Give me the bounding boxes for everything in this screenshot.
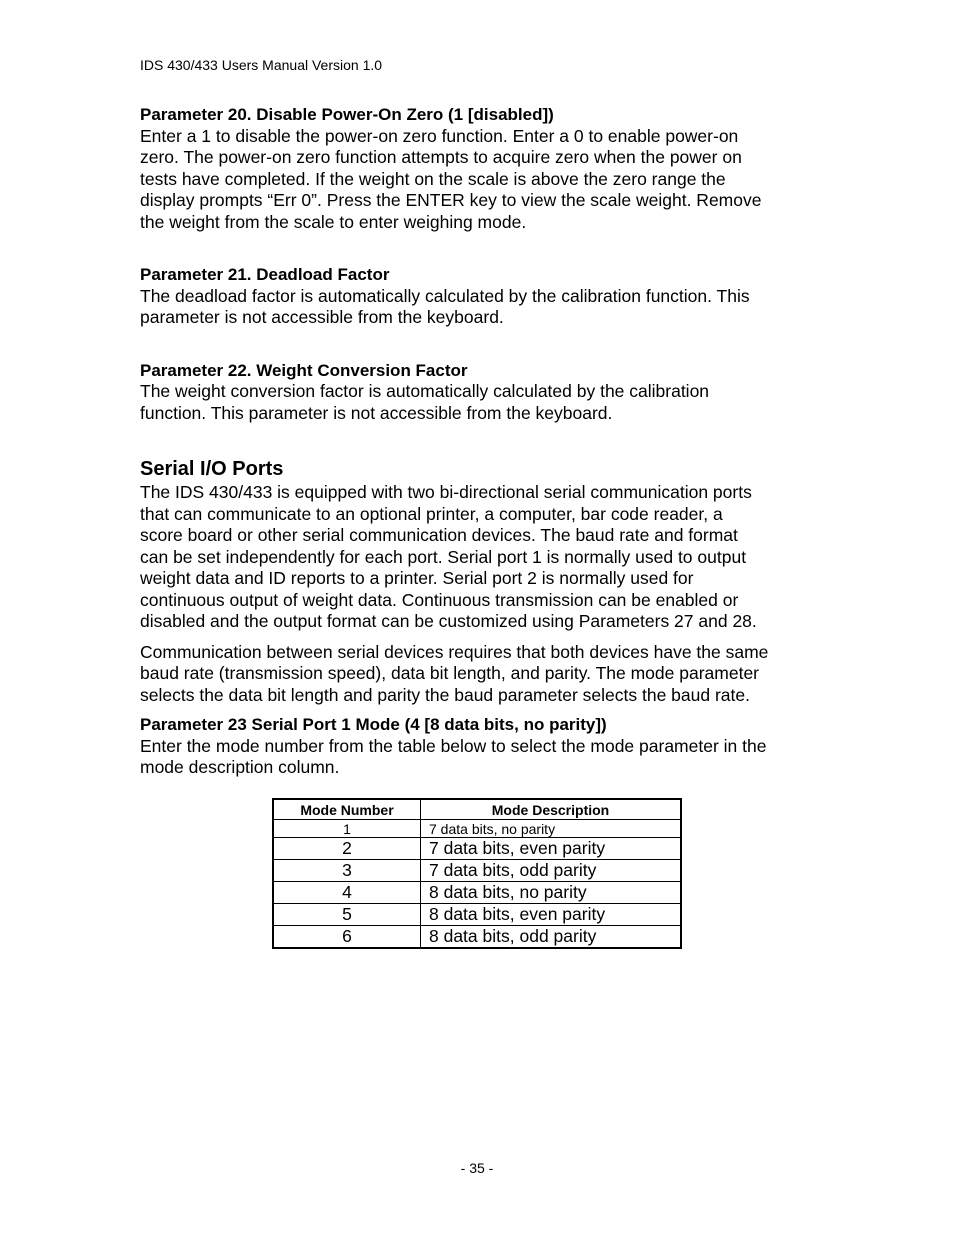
serial-io-heading: Serial I/O Ports (140, 458, 284, 480)
parameter-20-line: zero. The power-on zero function attempts to acquire zero when the power on (140, 147, 742, 167)
parameter-20-line: display prompts “Err 0”. Press the ENTER key to view the scale weight. Remove (140, 190, 762, 210)
parameter-23-title: Parameter 23 Serial Port 1 Mode (4 [8 data bits, no parity]) (140, 715, 607, 734)
parameter-21-line: parameter is not accessible from the keyboard. (140, 307, 504, 327)
parameter-20-line: Enter a 1 to disable the power-on zero function. Enter a 0 to enable power-on (140, 125, 739, 146)
mode-description-cell: 7 data bits, odd parity (421, 860, 682, 882)
mode-number-cell: 6 (273, 926, 421, 949)
table-row (273, 926, 681, 949)
table-row (273, 820, 681, 838)
serial-io-paragraph-2-line: baud rate (transmission speed), data bit length, and parity. The mode parameter (140, 663, 760, 683)
parameter-22-section (140, 360, 820, 425)
parameter-23-line: Enter the mode number from the table below to select the mode parameter in the (140, 735, 767, 756)
table-row (273, 860, 681, 882)
serial-io-paragraph-1-line: The IDS 430/433 is equipped with two bi-directional serial communication ports (140, 482, 752, 502)
mode-number-header: Mode Number (273, 799, 421, 820)
parameter-20-title: Parameter 20. Disable Power-On Zero (1 [disabled]) (140, 105, 554, 124)
parameter-23-line: mode description column. (140, 757, 340, 777)
parameter-21-section (140, 264, 820, 329)
serial-io-paragraph-1-line: disabled and the output format can be customized using Parameters 27 and 28. (140, 611, 757, 631)
page-content (140, 104, 820, 779)
serial-io-paragraph-2-line: selects the data bit length and parity the baud parameter selects the baud rate. (140, 684, 750, 705)
parameter-20-section (140, 104, 820, 233)
mode-number-cell: 2 (273, 838, 421, 860)
parameter-20-line: the weight from the scale to enter weighing mode. (140, 211, 527, 232)
parameter-22-title: Parameter 22. Weight Conversion Factor (140, 360, 468, 380)
serial-io-paragraph-1-line: that can communicate to an optional printer, a computer, bar code reader, a (140, 503, 723, 524)
parameter-21-title: Parameter 21. Deadload Factor (140, 265, 390, 284)
mode-table (272, 798, 682, 949)
mode-number-cell: 1 (273, 820, 421, 838)
mode-number-cell: 4 (273, 882, 421, 904)
parameter-23-section (140, 714, 820, 779)
mode-table-header-row (273, 799, 681, 820)
serial-io-paragraph-2-line: Communication between serial devices requires that both devices have the same (140, 641, 769, 662)
parameter-20-line: tests have completed. If the weight on the scale is above the zero range the (140, 168, 726, 189)
parameter-22-line: function. This parameter is not accessible from the keyboard. (140, 402, 613, 423)
parameter-21-line: The deadload factor is automatically calculated by the calibration function. This (140, 285, 750, 306)
mode-description-cell: 7 data bits, no parity (421, 820, 682, 838)
table-row (273, 882, 681, 904)
page-number: - 35 - (460, 1160, 494, 1176)
page-header: IDS 430/433 Users Manual Version 1.0 (140, 57, 383, 73)
mode-description-cell: 8 data bits, no parity (421, 882, 682, 904)
mode-description-cell: 8 data bits, even parity (421, 904, 682, 926)
serial-io-paragraph-1-line: continuous output of weight data. Continuous transmission can be enabled or (140, 589, 739, 610)
table-row (273, 904, 681, 926)
mode-description-cell: 7 data bits, even parity (421, 838, 682, 860)
mode-description-cell: 8 data bits, odd parity (421, 926, 682, 949)
serial-io-paragraph-1-line: can be set independently for each port. Serial port 1 is normally used to output (140, 546, 747, 567)
parameter-22-line: The weight conversion factor is automatically calculated by the calibration (140, 381, 710, 401)
mode-description-header: Mode Description (421, 799, 682, 820)
mode-number-cell: 3 (273, 860, 421, 882)
serial-io-paragraph-1-line: weight data and ID reports to a printer. Serial port 2 is normally used for (140, 568, 694, 588)
table-row (273, 838, 681, 860)
serial-io-section (140, 457, 820, 706)
serial-io-paragraph-1-line: score board or other serial communication devices. The baud rate and format (140, 525, 738, 545)
mode-number-cell: 5 (273, 904, 421, 926)
